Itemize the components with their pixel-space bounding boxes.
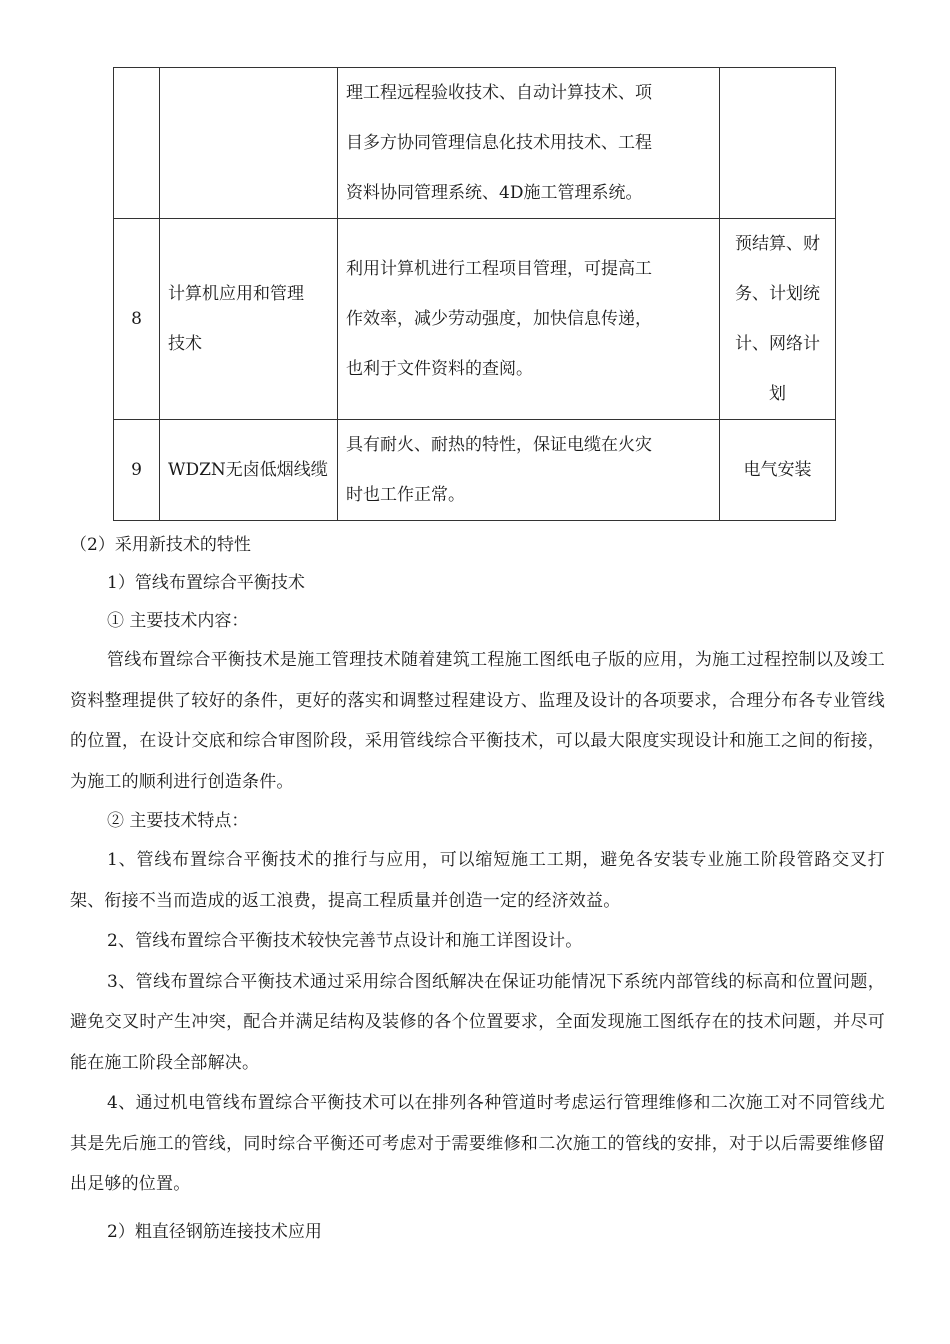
- point-title-2: ② 主要技术特点：: [107, 811, 249, 831]
- cell-line: 技术: [168, 334, 202, 354]
- list-item-4: 4、通过机电管线布置综合平衡技术可以在排列各种管道时考虑运行管理维修和二次施工对不同管线尤其是先后施工的管线，同时综合平衡还可考虑对于需要维修和二次施工的管线的安排，对于以后需要维修留出足够的位置。: [70, 1093, 885, 1194]
- cell-line: 划: [769, 384, 786, 404]
- cell-line: 作效率，减少劳动强度，加快信息传递，: [346, 309, 652, 329]
- cell-line: 利用计算机进行工程项目管理，可提高工: [346, 259, 652, 279]
- technology-table: [113, 67, 836, 521]
- cell-line: 理工程远程验收技术、自动计算技术、项: [346, 83, 652, 103]
- point-title-1: ① 主要技术内容：: [107, 611, 249, 631]
- cell-number: [114, 68, 160, 219]
- subsection-title-1: 1）管线布置综合平衡技术: [107, 573, 305, 593]
- cell-application: [720, 219, 836, 420]
- subsection-title-2: 2）粗直径钢筋连接技术应用: [107, 1221, 322, 1242]
- cell-technology-name: [160, 219, 338, 420]
- paragraph-technical-content: 管线布置综合平衡技术是施工管理技术随着建筑工程施工图纸电子版的应用，为施工过程控制以及竣工资料整理提供了较好的条件，更好的落实和调整过程建设方、监理及设计的各项要求，合理分布各专业管线的位置，在设计交底和综合审图阶段，采用管线综合平衡技术，可以最大限度实现设计和施工之间的衔接，为施工的顺利进行创造条件。: [70, 650, 885, 792]
- cell-description: [338, 219, 720, 420]
- list-item-3: 3、管线布置综合平衡技术通过采用综合图纸解决在保证功能情况下系统内部管线的标高和位置问题，避免交叉时产生冲突，配合并满足结构及装修的各个位置要求，全面发现施工图纸存在的技术问题，并尽可能在施工阶段全部解决。: [70, 971, 885, 1073]
- cell-line: WDZN无卤低烟线缆: [168, 460, 328, 480]
- cell-description: [338, 68, 720, 219]
- cell-line: 电气安装: [743, 460, 812, 480]
- table-body: [114, 68, 836, 521]
- cell-line: 也利于文件资料的查阅。: [346, 359, 533, 379]
- cell-line: 具有耐火、耐热的特性，保证电缆在火灾: [346, 435, 652, 455]
- table-row: [114, 420, 836, 521]
- table-row: [114, 219, 836, 420]
- cell-technology-name: [160, 420, 338, 521]
- section-title: （2）采用新技术的特性: [70, 535, 251, 555]
- cell-application: [720, 68, 836, 219]
- table-row: [114, 68, 836, 219]
- cell-description: [338, 420, 720, 521]
- cell-technology-name: [160, 68, 338, 219]
- cell-line: 务、计划统: [735, 284, 820, 304]
- document-body: [70, 526, 885, 1251]
- cell-line: 时也工作正常。: [346, 485, 465, 505]
- cell-line: 计算机应用和管理: [168, 284, 304, 304]
- cell-line: 资料协同管理系统、4D施工管理系统。: [346, 183, 643, 203]
- cell-number: 8: [114, 219, 160, 420]
- cell-line: 预结算、财: [735, 234, 820, 254]
- cell-number: 9: [114, 420, 160, 521]
- cell-line: 目多方协同管理信息化技术用技术、工程: [346, 133, 652, 153]
- list-item-1: 1、管线布置综合平衡技术的推行与应用，可以缩短施工工期，避免各安装专业施工阶段管路交叉打架、衔接不当而造成的返工浪费，提高工程质量并创造一定的经济效益。: [70, 850, 885, 911]
- cell-application: [720, 420, 836, 521]
- cell-line: 计、网络计: [735, 334, 820, 354]
- list-item-2: 2、管线布置综合平衡技术较快完善节点设计和施工详图设计。: [107, 931, 583, 951]
